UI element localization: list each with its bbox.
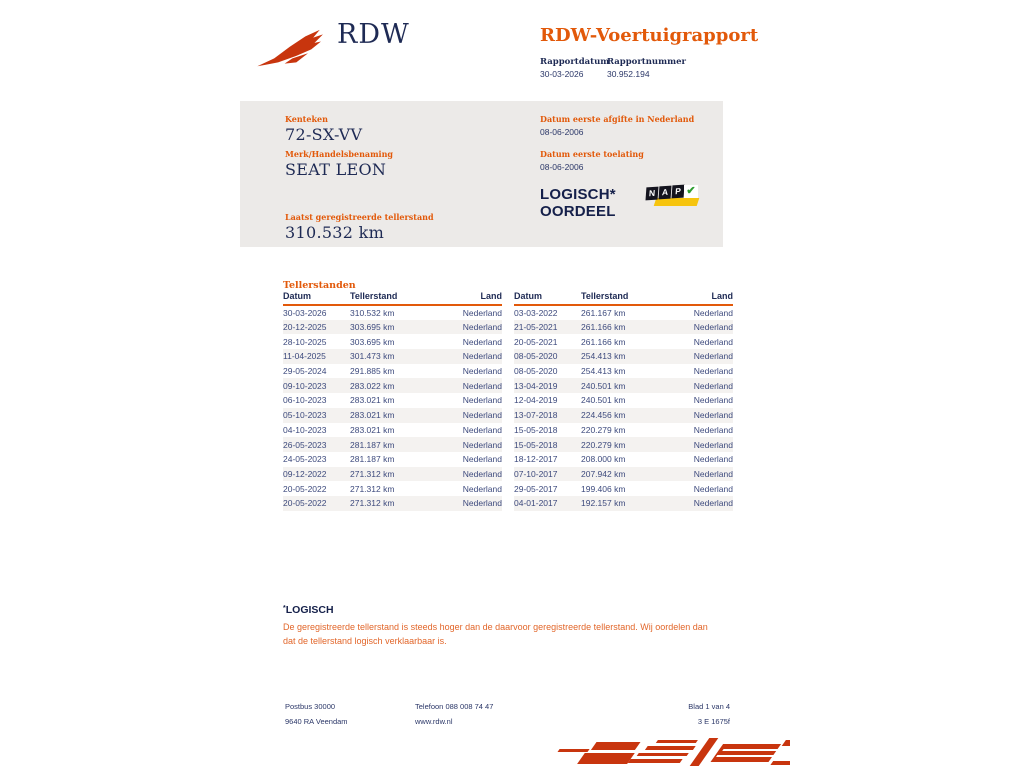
tellerstanden-table-right (514, 291, 733, 511)
nap-letter-p: P (671, 185, 684, 199)
rdw-wing-logo-icon (256, 24, 334, 74)
table-cell-country: Nederland (462, 395, 502, 406)
footer-page-number: Blad 1 van 4 (688, 702, 730, 711)
col-header-land: Land (666, 291, 733, 305)
table-row (514, 481, 733, 496)
table-cell-value: 254.413 km (581, 349, 666, 364)
col-header-tellerstand: Tellerstand (581, 291, 666, 305)
rdw-stripes-graphic-icon (538, 737, 790, 768)
table-cell-date: 11-04-2025 (283, 349, 350, 364)
oordeel-verdict (540, 186, 616, 220)
table-cell-country: Nederland (435, 437, 502, 452)
table-cell-value: 199.406 km (581, 483, 626, 494)
rdw-logo-text: RDW (337, 19, 410, 50)
table-row (283, 408, 502, 423)
table-cell-country: Nederland (462, 307, 502, 318)
table-cell-country: Nederland (462, 366, 502, 377)
col-header-datum: Datum (514, 291, 581, 305)
table-cell-date: 15-05-2018 (514, 424, 558, 435)
table-row (283, 378, 502, 393)
toelating-label: Datum eerste toelating (540, 149, 644, 159)
table-row (283, 393, 502, 408)
footer-website: www.rdw.nl (415, 717, 453, 726)
logisch-footnote-text: De geregistreerde tellerstand is steeds hoger dan de daarvoor geregistreerde tellerstand. Wij oordelen dan dat de tellerstand logisch verklaarbaar is. (283, 622, 708, 646)
oordeel-line1: LOGISCH* (540, 186, 616, 203)
table-cell-date: 05-10-2023 (283, 408, 350, 423)
table-cell-country: Nederland (462, 483, 502, 494)
footer-phone: Telefoon 088 008 74 47 (415, 702, 494, 711)
table-row (283, 364, 502, 379)
table-cell-value: 283.022 km (350, 378, 435, 393)
table-cell-value: 192.157 km (581, 496, 666, 511)
merk-value: SEAT LEON (285, 160, 387, 179)
vehicle-summary-box (240, 101, 723, 247)
table-cell-date: 20-12-2025 (283, 320, 350, 335)
table-row (514, 349, 733, 364)
table-cell-date: 20-05-2022 (283, 496, 350, 511)
toelating-value: 08-06-2006 (540, 162, 584, 172)
table-cell-value: 283.021 km (350, 395, 395, 406)
table-cell-value: 283.021 km (350, 408, 435, 423)
table-cell-date: 04-01-2017 (514, 496, 581, 511)
table-cell-date: 30-03-2026 (283, 307, 327, 318)
table-cell-value: 281.187 km (350, 454, 395, 465)
table-cell-date: 08-05-2020 (514, 349, 581, 364)
table-row (283, 452, 502, 467)
col-header-tellerstand: Tellerstand (350, 291, 435, 305)
report-date-value: 30-03-2026 (540, 69, 584, 79)
table-cell-date: 06-10-2023 (283, 395, 327, 406)
table-cell-country: Nederland (693, 424, 733, 435)
table-row (283, 349, 502, 364)
table-cell-value: 261.166 km (581, 336, 626, 347)
footer-form-code: 3 E 1675f (697, 717, 730, 726)
table-row (514, 334, 733, 349)
table-cell-date: 29-05-2024 (283, 366, 327, 377)
table-cell-value: 240.501 km (581, 395, 626, 406)
table-cell-country: Nederland (693, 454, 733, 465)
table-cell-country: Nederland (435, 496, 502, 511)
table-row (283, 481, 502, 496)
table-row (283, 334, 502, 349)
tellerstanden-table-left (283, 291, 502, 511)
table-cell-value: 310.532 km (350, 307, 395, 318)
footer-address-line1: Postbus 30000 (285, 702, 336, 711)
table-cell-value: 207.942 km (581, 467, 666, 482)
table-cell-country: Nederland (693, 307, 733, 318)
nap-check-icon: ✔ (684, 185, 698, 198)
table-cell-date: 03-03-2022 (514, 307, 558, 318)
table-cell-country: Nederland (693, 395, 733, 406)
table-cell-value: 291.885 km (350, 366, 395, 377)
table-cell-value: 261.167 km (581, 307, 626, 318)
table-cell-value: 220.279 km (581, 437, 666, 452)
table-cell-value: 224.456 km (581, 408, 666, 423)
table-header-row (514, 291, 733, 305)
table-cell-date: 12-04-2019 (514, 395, 558, 406)
table-cell-country: Nederland (462, 336, 502, 347)
footnote-asterisk: * (283, 605, 286, 612)
table-cell-date: 29-05-2017 (514, 483, 558, 494)
table-cell-country: Nederland (435, 320, 502, 335)
table-cell-date: 09-10-2023 (283, 378, 350, 393)
table-cell-value: 208.000 km (581, 454, 626, 465)
kenteken-value: 72-SX-VV (285, 125, 363, 144)
nap-letter-a: A (658, 186, 671, 200)
table-cell-country: Nederland (435, 408, 502, 423)
table-row (514, 423, 733, 438)
table-row (283, 305, 502, 320)
table-cell-country: Nederland (666, 496, 733, 511)
report-date-label: Rapportdatum (540, 57, 610, 67)
table-cell-country: Nederland (462, 424, 502, 435)
tellerstanden-title: Tellerstanden (283, 280, 356, 291)
table-cell-date: 15-05-2018 (514, 437, 581, 452)
table-row (514, 437, 733, 452)
table-cell-date: 20-05-2021 (514, 336, 558, 347)
afgifte-value: 08-06-2006 (540, 127, 584, 137)
table-row (514, 378, 733, 393)
kenteken-label: Kenteken (285, 114, 328, 124)
table-cell-country: Nederland (693, 483, 733, 494)
table-cell-value: 281.187 km (350, 437, 435, 452)
table-cell-date: 21-05-2021 (514, 320, 581, 335)
table-row (283, 320, 502, 335)
table-cell-value: 301.473 km (350, 349, 435, 364)
table-cell-country: Nederland (666, 349, 733, 364)
table-cell-date: 09-12-2022 (283, 467, 350, 482)
table-cell-country: Nederland (693, 336, 733, 347)
table-row (514, 364, 733, 379)
table-row (283, 437, 502, 452)
table-cell-country: Nederland (435, 349, 502, 364)
tellerstand-label: Laatst geregistreerde tellerstand (285, 212, 434, 222)
table-cell-country: Nederland (462, 454, 502, 465)
afgifte-label: Datum eerste afgifte in Nederland (540, 114, 695, 124)
table-cell-country: Nederland (435, 467, 502, 482)
table-row (514, 496, 733, 511)
table-cell-value: 240.501 km (581, 378, 666, 393)
table-cell-country: Nederland (666, 320, 733, 335)
merk-label: Merk/Handelsbenaming (285, 149, 394, 159)
table-cell-country: Nederland (666, 437, 733, 452)
col-header-land: Land (435, 291, 502, 305)
table-row (283, 423, 502, 438)
table-cell-date: 13-04-2019 (514, 378, 581, 393)
footnote-title-text: LOGISCH (285, 604, 334, 616)
table-cell-date: 13-07-2018 (514, 408, 581, 423)
table-cell-date: 26-05-2023 (283, 437, 350, 452)
report-number-value: 30.952.194 (607, 69, 650, 79)
table-row (514, 393, 733, 408)
table-cell-date: 04-10-2023 (283, 424, 327, 435)
table-row (514, 320, 733, 335)
table-cell-date: 08-05-2020 (514, 366, 558, 377)
table-cell-country: Nederland (693, 366, 733, 377)
col-header-datum: Datum (283, 291, 350, 305)
table-cell-value: 271.312 km (350, 467, 435, 482)
table-row (514, 305, 733, 320)
table-cell-value: 283.021 km (350, 424, 395, 435)
table-cell-date: 18-12-2017 (514, 454, 558, 465)
table-cell-date: 28-10-2025 (283, 336, 327, 347)
nap-letter-n: N (645, 187, 658, 201)
table-cell-value: 220.279 km (581, 424, 626, 435)
nap-logo (646, 187, 698, 209)
table-row (514, 408, 733, 423)
table-cell-value: 303.695 km (350, 336, 395, 347)
page-title: RDW-Voertuigrapport (540, 25, 759, 46)
table-cell-date: 20-05-2022 (283, 483, 327, 494)
table-cell-date: 24-05-2023 (283, 454, 327, 465)
table-cell-country: Nederland (435, 378, 502, 393)
table-row (283, 496, 502, 511)
table-row (514, 452, 733, 467)
tellerstand-value: 310.532 km (285, 223, 385, 242)
table-cell-value: 271.312 km (350, 483, 395, 494)
footer-address-line2: 9640 RA Veendam (285, 717, 348, 726)
table-cell-value: 271.312 km (350, 496, 435, 511)
table-cell-value: 261.166 km (581, 320, 666, 335)
table-cell-country: Nederland (666, 378, 733, 393)
table-header-row (283, 291, 502, 305)
logisch-footnote-title (283, 604, 334, 616)
table-cell-value: 254.413 km (581, 366, 626, 377)
table-cell-value: 303.695 km (350, 320, 435, 335)
table-row (514, 467, 733, 482)
table-cell-country: Nederland (666, 467, 733, 482)
table-row (283, 467, 502, 482)
report-number-label: Rapportnummer (607, 57, 686, 67)
table-cell-date: 07-10-2017 (514, 467, 581, 482)
oordeel-line2: OORDEEL (540, 203, 616, 220)
table-cell-country: Nederland (666, 408, 733, 423)
